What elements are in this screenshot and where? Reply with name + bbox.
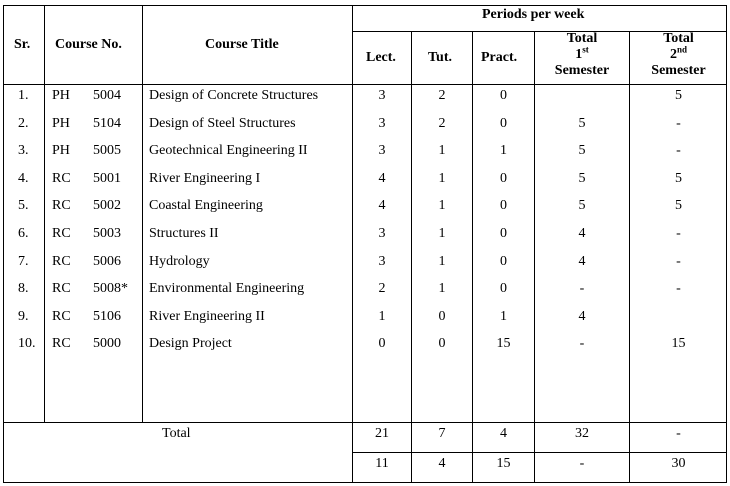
cell-title: Design Project [149, 336, 232, 351]
cell-prefix: RC [52, 309, 71, 324]
cell-tut: 0 [438, 309, 446, 324]
cell-title: Design of Steel Structures [149, 116, 296, 131]
cell-num: 5003 [93, 226, 121, 241]
cell-lect: 3 [378, 116, 386, 131]
cell-sr: 7. [18, 254, 29, 269]
cell-sr: 10. [18, 336, 36, 351]
cell-tut: 1 [438, 281, 446, 296]
header-sr: Sr. [14, 37, 31, 52]
cell-tut: 1 [438, 226, 446, 241]
cell-t2: - [676, 143, 681, 158]
total-pract-2: 15 [496, 456, 511, 471]
total-label: Total [162, 426, 191, 441]
cell-pract: 0 [500, 281, 507, 296]
cell-t1: 5 [578, 198, 586, 213]
cell-title: Hydrology [149, 254, 210, 269]
cell-t1: 4 [578, 254, 586, 269]
cell-title: River Engineering I [149, 171, 261, 186]
total-sem1-2: - [579, 456, 585, 471]
cell-tut: 2 [438, 88, 446, 103]
cell-sr: 9. [18, 309, 29, 324]
cell-prefix: RC [52, 226, 71, 241]
cell-t2: 15 [671, 336, 686, 351]
cell-num: 5006 [93, 254, 121, 269]
cell-sr: 2. [18, 116, 29, 131]
cell-sr: 5. [18, 198, 29, 213]
cell-pract: 0 [500, 171, 507, 186]
total-tut-1: 7 [438, 426, 446, 441]
total-sem2-1: - [676, 426, 681, 441]
cell-t2: - [676, 116, 681, 131]
cell-prefix: PH [52, 143, 70, 158]
cell-sr: 6. [18, 226, 29, 241]
cell-prefix: RC [52, 281, 71, 296]
cell-sr: 4. [18, 171, 29, 186]
cell-num: 5004 [93, 88, 121, 103]
cell-t1: - [579, 281, 585, 296]
cell-tut: 1 [438, 254, 446, 269]
cell-prefix: RC [52, 336, 71, 351]
header-lect: Lect. [366, 50, 396, 65]
cell-tut: 1 [438, 198, 446, 213]
cell-prefix: RC [52, 254, 71, 269]
cell-pract: 0 [500, 226, 507, 241]
cell-t1: - [579, 336, 585, 351]
cell-lect: 3 [378, 254, 386, 269]
header-periods-per-week: Periods per week [482, 7, 585, 22]
cell-t1: 5 [578, 116, 586, 131]
cell-t1: 5 [578, 143, 586, 158]
cell-title: Coastal Engineering [149, 198, 263, 213]
cell-num: 5001 [93, 171, 121, 186]
cell-lect: 3 [378, 88, 386, 103]
cell-prefix: RC [52, 171, 71, 186]
cell-title: Design of Concrete Structures [149, 88, 319, 103]
total-pract-1: 4 [500, 426, 507, 441]
header-total2-line2: 2nd [669, 44, 687, 62]
cell-prefix: PH [52, 116, 70, 131]
cell-t1: 4 [578, 226, 586, 241]
cell-title: River Engineering II [149, 309, 265, 324]
cell-lect: 3 [378, 226, 386, 241]
cell-tut: 2 [438, 116, 446, 131]
cell-t1: 5 [578, 171, 586, 186]
cell-num: 5002 [93, 198, 121, 213]
header-total2-line3: Semester [651, 63, 706, 78]
cell-num: 5106 [93, 309, 121, 324]
cell-title: Structures II [149, 226, 219, 241]
cell-lect: 4 [378, 171, 386, 186]
cell-t2: 5 [675, 198, 682, 213]
cell-t2: - [676, 226, 681, 241]
cell-t2: 5 [675, 171, 682, 186]
cell-lect: 0 [378, 336, 386, 351]
header-total-2nd-semester [630, 31, 727, 79]
total-sem1-1: 32 [575, 426, 589, 441]
cell-title: Environmental Engineering [149, 281, 305, 296]
cell-t2: 5 [675, 88, 682, 103]
header-total1-line1: Total [566, 31, 598, 46]
header-total1-line3: Semester [554, 63, 610, 78]
cell-lect: 1 [378, 309, 386, 324]
total-tut-2: 4 [438, 456, 446, 471]
cell-sr: 8. [18, 281, 29, 296]
cell-tut: 1 [438, 143, 446, 158]
cell-pract: 15 [496, 336, 511, 351]
total-sem2-2: 30 [671, 456, 686, 471]
cell-pract: 0 [500, 116, 507, 131]
cell-pract: 1 [500, 309, 507, 324]
total-lect-1: 21 [375, 426, 389, 441]
header-pract: Pract. [481, 50, 518, 65]
cell-num: 5005 [93, 143, 121, 158]
cell-t1: 4 [578, 309, 586, 324]
cell-pract: 0 [500, 88, 507, 103]
cell-num: 5008* [93, 281, 128, 296]
cell-num: 5104 [93, 116, 121, 131]
header-course-title: Course Title [205, 37, 279, 52]
cell-pract: 1 [500, 143, 507, 158]
cell-lect: 3 [378, 143, 386, 158]
cell-t2: - [676, 281, 681, 296]
cell-t2: - [676, 254, 681, 269]
cell-pract: 0 [500, 254, 507, 269]
header-total-1st-semester [535, 31, 629, 79]
cell-tut: 0 [438, 336, 446, 351]
cell-sr: 1. [18, 88, 29, 103]
header-course-no: Course No. [55, 37, 122, 52]
total-lect-2: 11 [375, 456, 389, 471]
cell-title: Geotechnical Engineering II [149, 143, 308, 158]
cell-lect: 4 [378, 198, 386, 213]
cell-sr: 3. [18, 143, 29, 158]
cell-prefix: PH [52, 88, 70, 103]
header-total2-line1: Total [663, 31, 694, 46]
cell-pract: 0 [500, 198, 507, 213]
cell-lect: 2 [378, 281, 386, 296]
cell-num: 5000 [93, 336, 121, 351]
header-tut: Tut. [428, 50, 453, 65]
cell-tut: 1 [438, 171, 446, 186]
header-total1-line2: 1st [575, 44, 589, 62]
cell-prefix: RC [52, 198, 71, 213]
